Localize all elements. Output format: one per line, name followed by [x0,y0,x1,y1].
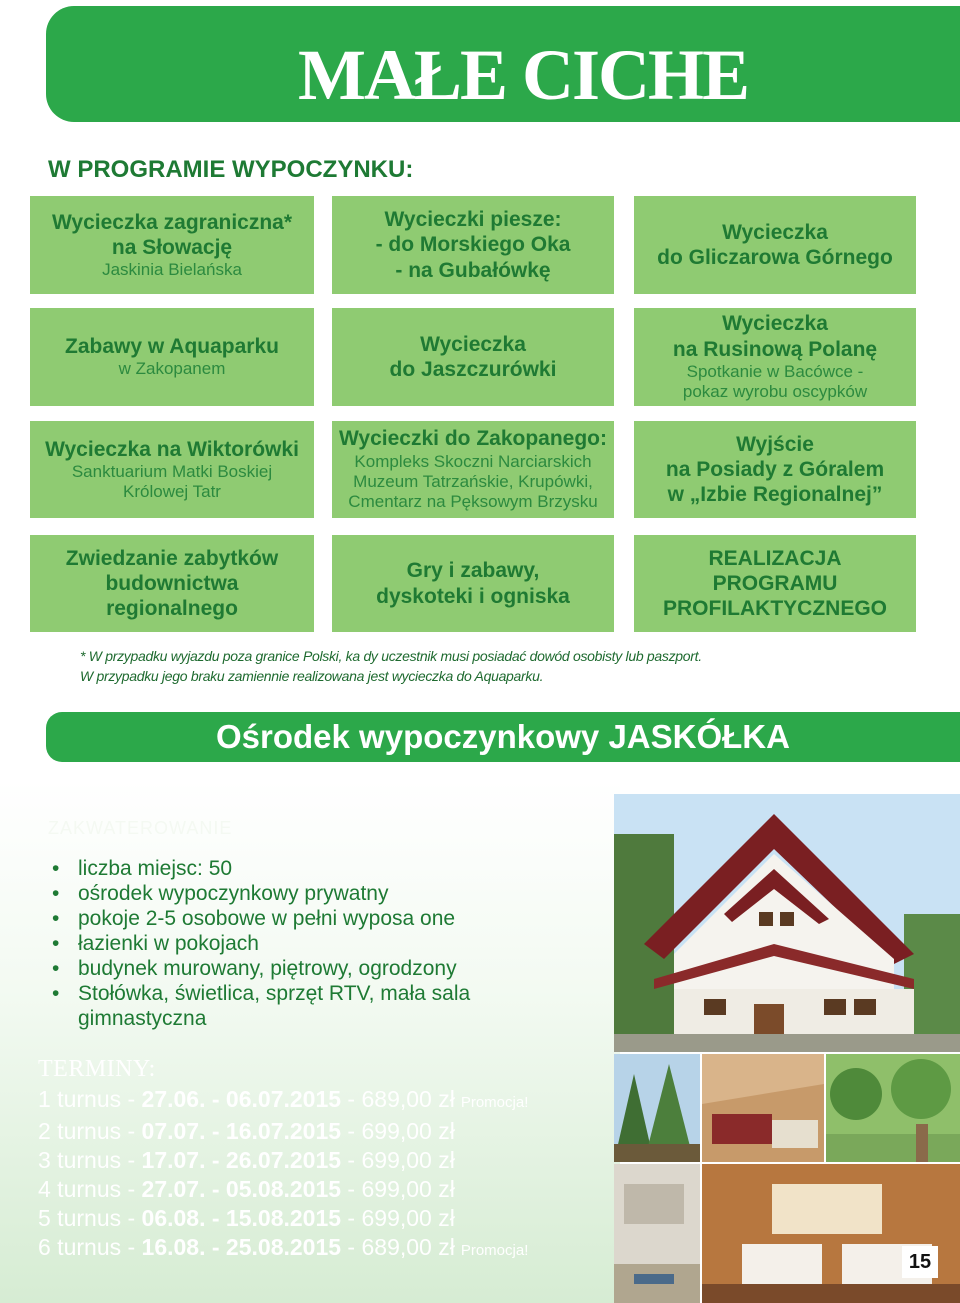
program-cell [634,308,916,406]
program-cell [30,196,314,294]
cell-title: Wycieczka zagraniczna* na Słowację [51,210,293,259]
program-cell [332,421,614,518]
turn-label: 2 turnus - [38,1118,142,1144]
footnote: * W przypadku wyjazdu poza granice Polski, ka dy uczestnik musi posiadać dowód osobisty lub paszport. W przypadku jego braku zamiennie realizowana jest wycieczka do Aquaparku. [80,648,702,684]
program-cell [30,308,314,406]
program-cell [634,535,916,632]
feature-text: liczba miejsc: 50 [78,857,233,880]
list-item [52,881,548,906]
program-grid [30,196,916,632]
accommodation-heading: ZAKWATEROWANIE [48,818,233,838]
turn-label: 4 turnus - [38,1176,142,1202]
bullet-icon: • [52,957,60,980]
feature-text: ośrodek wypoczynkowy prywatny [78,882,389,905]
header-banner [46,6,960,122]
turn-row [38,1146,528,1175]
program-cell [634,196,916,294]
program-cell [30,535,314,632]
turn-price: - 699,00 zł [341,1118,455,1144]
turn-dates: 16.08. - 25.08.2015 [141,1234,342,1260]
feature-text: łazienki w pokojach [78,932,259,955]
turn-row [38,1117,528,1146]
turn-price: - 699,00 zł [341,1147,455,1173]
bullet-icon: • [52,932,60,955]
forest-photo [614,1054,700,1162]
turn-price: - 689,00 zł [341,1086,455,1112]
dining-photo [702,1164,960,1303]
turn-row [38,1175,528,1204]
turn-row [38,1085,528,1117]
cell-title: REALIZACJA PROGRAMU PROFILAKTYCZNEGO [663,546,887,621]
cell-title: Zwiedzanie zabytków budownictwa regionalnego [65,546,279,621]
program-cell [332,196,614,294]
turn-dates: 27.07. - 05.08.2015 [141,1176,342,1202]
bullet-icon: • [52,982,60,1005]
list-item [52,856,548,881]
hall-photo [614,1164,700,1303]
feature-text: pokoje 2-5 osobowe w pełni wyposa one [78,907,456,930]
feature-text: budynek murowany, piętrowy, ogrodzony [78,957,457,980]
cell-title: Zabawy w Aquaparku [65,335,279,359]
cell-subtitle: Sanktuarium Matki Boskiej Królowej Tatr [71,461,273,502]
bullet-icon: • [52,857,60,880]
list-item [52,956,548,981]
turn-dates: 17.07. - 26.07.2015 [141,1147,342,1173]
center-banner [46,712,960,762]
cell-title: Wycieczka na Wiktorówki [45,437,299,461]
turn-label: 1 turnus - [38,1086,142,1112]
building-photo [614,794,960,1052]
cell-title: Wycieczka na Rusinową Polanę [672,312,878,361]
turn-price: - 689,00 zł [341,1234,455,1260]
cell-subtitle: Kompleks Skoczni Narciarskich Muzeum Tatrzańskie, Krupówki, Cmentarz na Pęksowym Brzysku [348,451,598,512]
turn-price: - 699,00 zł [341,1176,455,1202]
turn-dates: 07.07. - 16.07.2015 [141,1118,342,1144]
center-title: Ośrodek wypoczynkowy JASKÓŁKA [216,718,790,755]
cell-title: Wycieczki do Zakopanego: [338,427,607,451]
cell-subtitle: w Zakopanem [118,359,226,379]
page-title: MAŁE CICHE [297,35,749,115]
turn-label: 6 turnus - [38,1234,142,1260]
turn-row [38,1233,528,1265]
turn-dates: 06.08. - 15.08.2015 [141,1205,342,1231]
cell-title: Wycieczka do Gliczarowa Górnego [657,220,893,269]
terms-section [38,1056,528,1265]
program-cell [634,421,916,518]
features-list [52,856,548,1031]
cell-title: Wycieczki piesze: - do Morskiego Oka - na Gubałówkę [375,208,571,282]
promo-label: Promocja! [460,1242,529,1259]
turn-dates: 27.06. - 06.07.2015 [141,1086,342,1112]
turn-label: 5 turnus - [38,1205,142,1231]
program-cell [30,421,314,518]
list-item [52,931,548,956]
feature-text: Stołówka, świetlica, sprzęt RTV, mała sala gimnastyczna [78,982,471,1030]
program-cell [332,308,614,406]
terms-heading: TERMINY: [38,1056,156,1082]
page-number: 15 [902,1246,938,1278]
cell-title: Wyjście na Posiady z Góralem w „Izbie Regionalnej” [665,432,885,507]
turn-price: - 699,00 zł [341,1205,455,1231]
bullet-icon: • [52,882,60,905]
promo-label: Promocja! [460,1094,529,1111]
cell-title: Gry i zabawy, dyskoteki i ogniska [376,559,570,608]
turn-row [38,1204,528,1233]
turn-label: 3 turnus - [38,1147,142,1173]
program-cell [332,535,614,632]
list-item [52,906,548,931]
room-photo [702,1054,824,1162]
cell-subtitle: Spotkanie w Bacówce - pokaz wyrobu oscypków [682,361,868,402]
cell-subtitle: Jaskinia Bielańska [102,259,242,279]
program-heading: W PROGRAMIE WYPOCZYNKU: [48,156,414,183]
bullet-icon: • [52,907,60,930]
list-item [52,981,548,1031]
cell-title: Wycieczka do Jaszczurówki [389,332,557,381]
garden-photo [826,1054,960,1162]
